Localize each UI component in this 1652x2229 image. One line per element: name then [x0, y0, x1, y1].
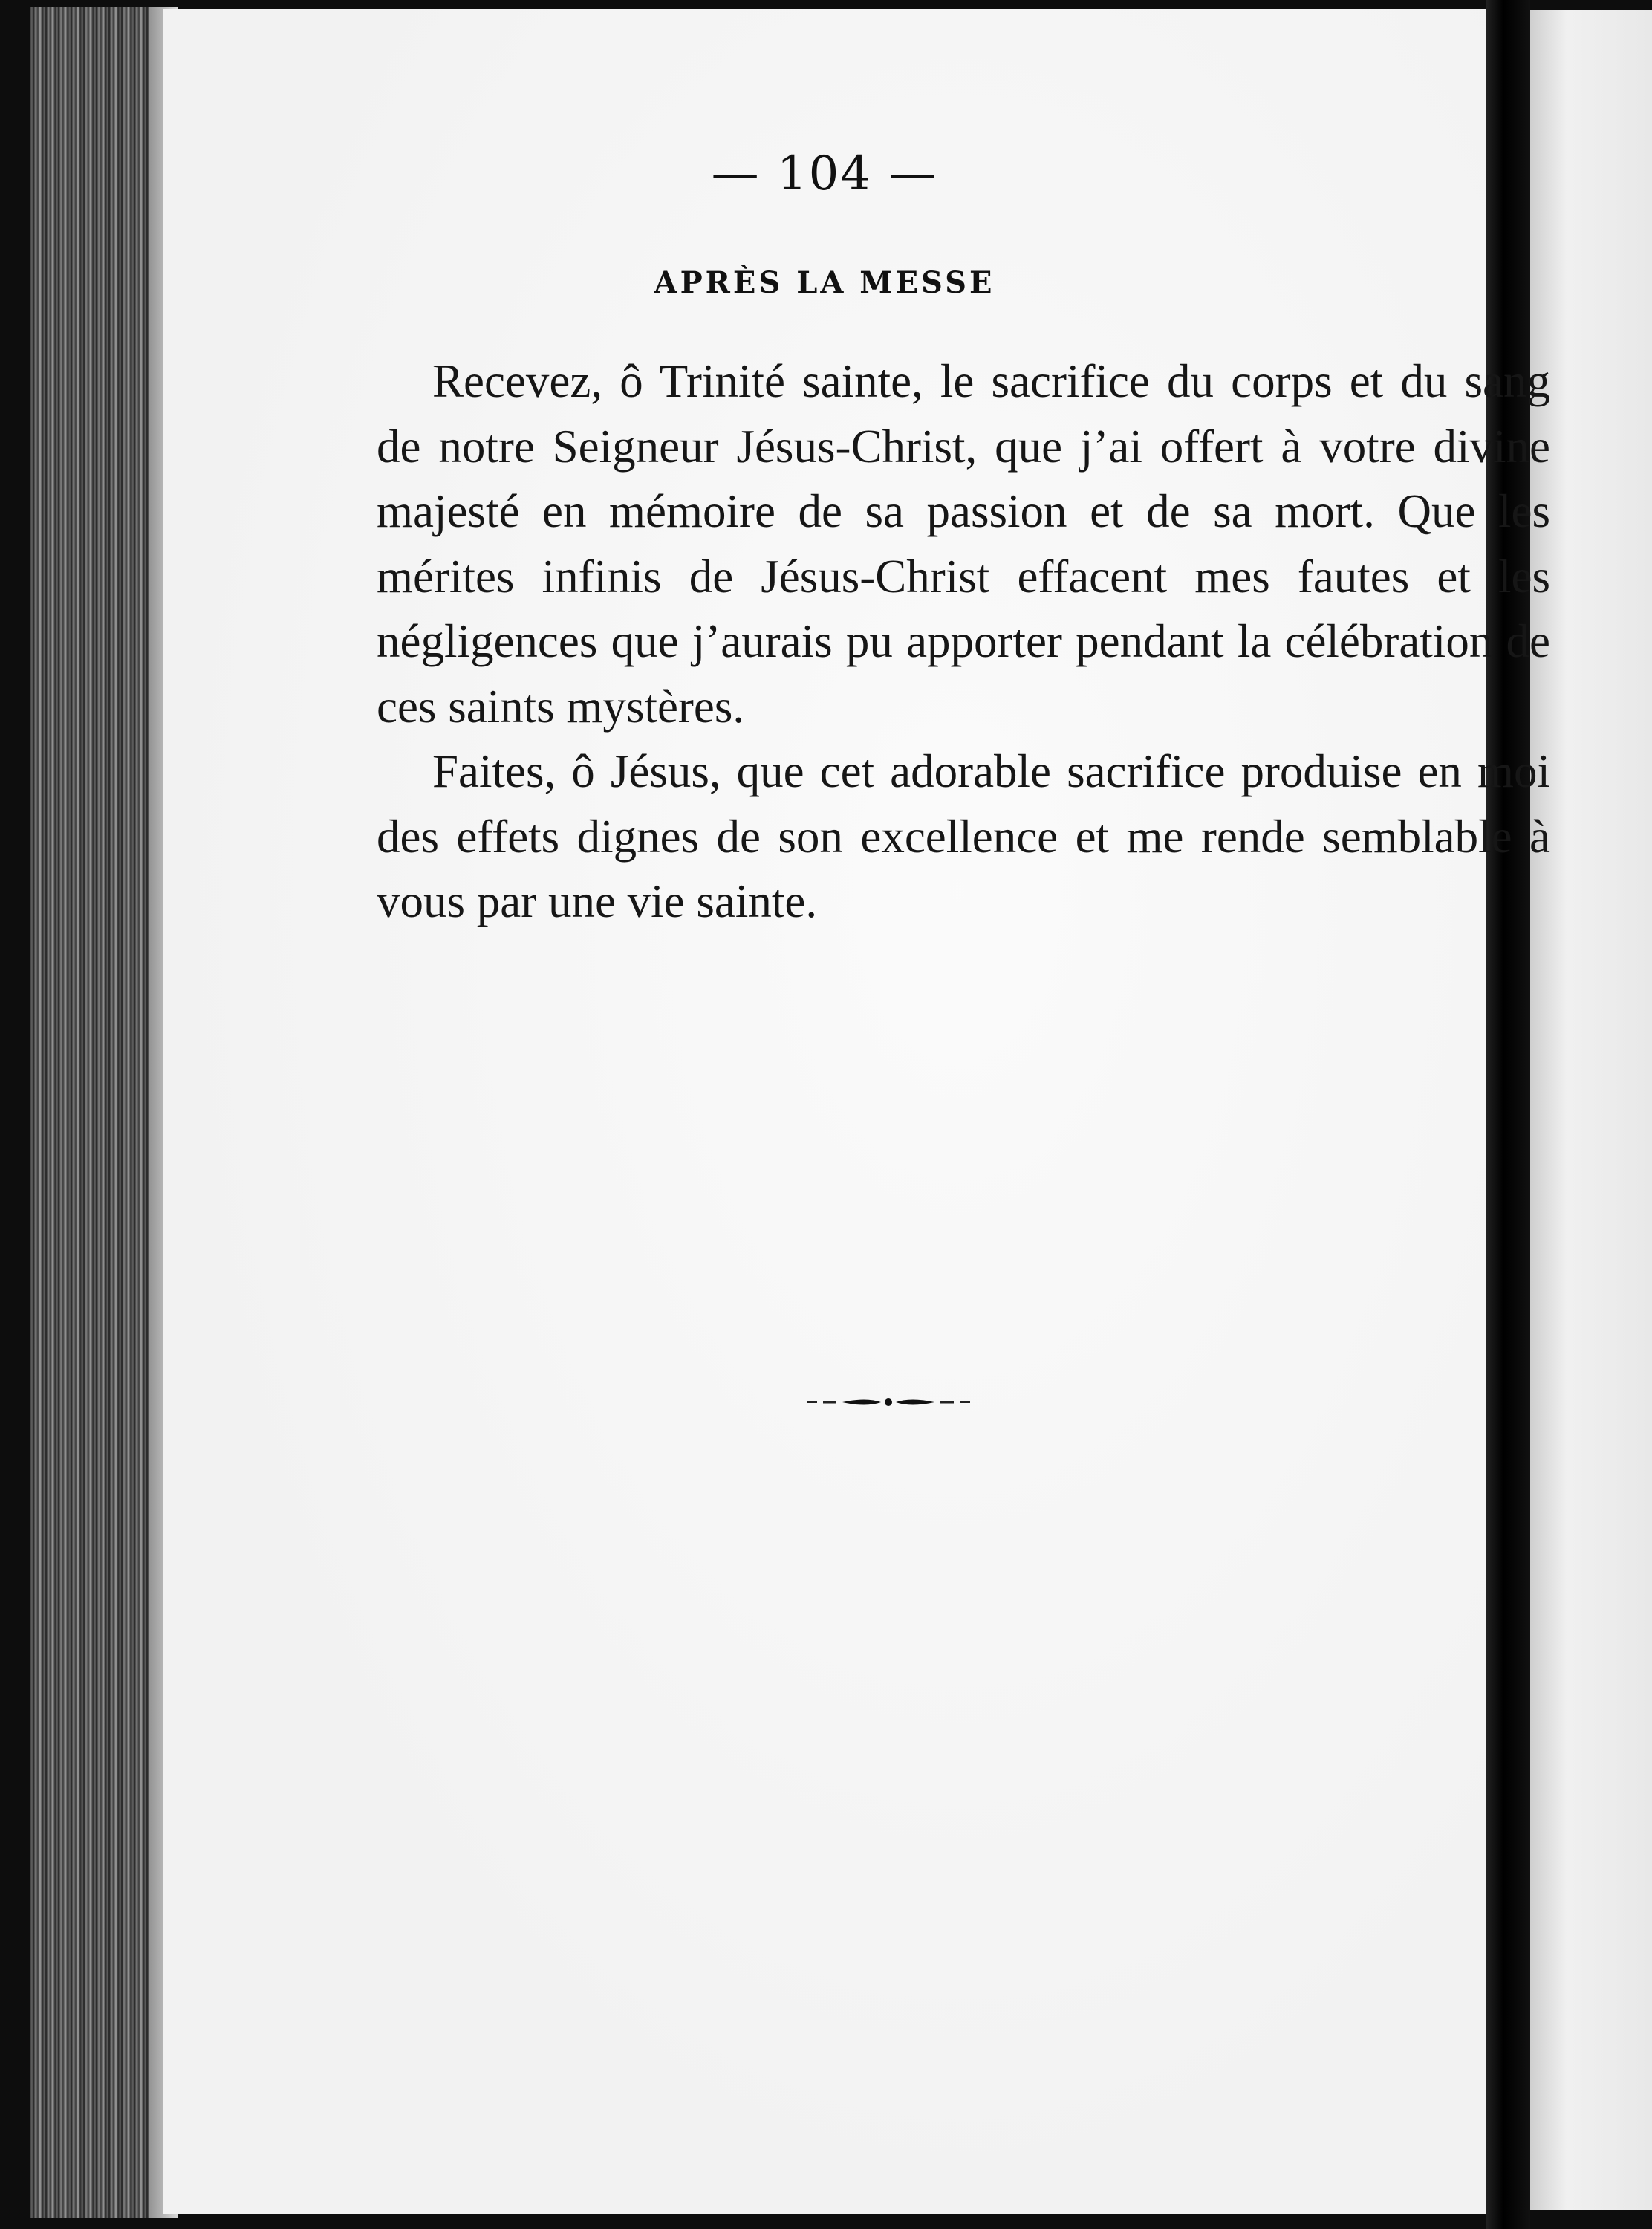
paragraph-2: Faites, ô Jésus, que cet adorable sacrifice produise en moi des effets dignes de son excellence et me rende semblable à vous par une vie sainte.: [377, 745, 1550, 927]
book-page-edges: [30, 7, 178, 2218]
page-sheet: [163, 9, 1550, 2214]
book-binding: [1486, 0, 1530, 2229]
page-number: — 104 —: [711, 146, 938, 201]
section-heading: APRÈS LA MESSE: [654, 265, 995, 300]
paragraph-1: Recevez, ô Trinité sainte, le sacrifice du corps et du sang de notre Seigneur Jésus-Christ, que j’ai offert à votre divine majesté en mémoire de sa passion et de sa mort. Que les mérites infinis de Jésus-Christ effacent mes fautes et les négligences que j’aurais pu apporter pendant la célébration de ces saints mystères.: [377, 355, 1550, 733]
prayer-text: [377, 349, 1550, 935]
adjacent-page-edge: [1530, 10, 1652, 2210]
ornament-divider-icon: [807, 1397, 970, 1407]
